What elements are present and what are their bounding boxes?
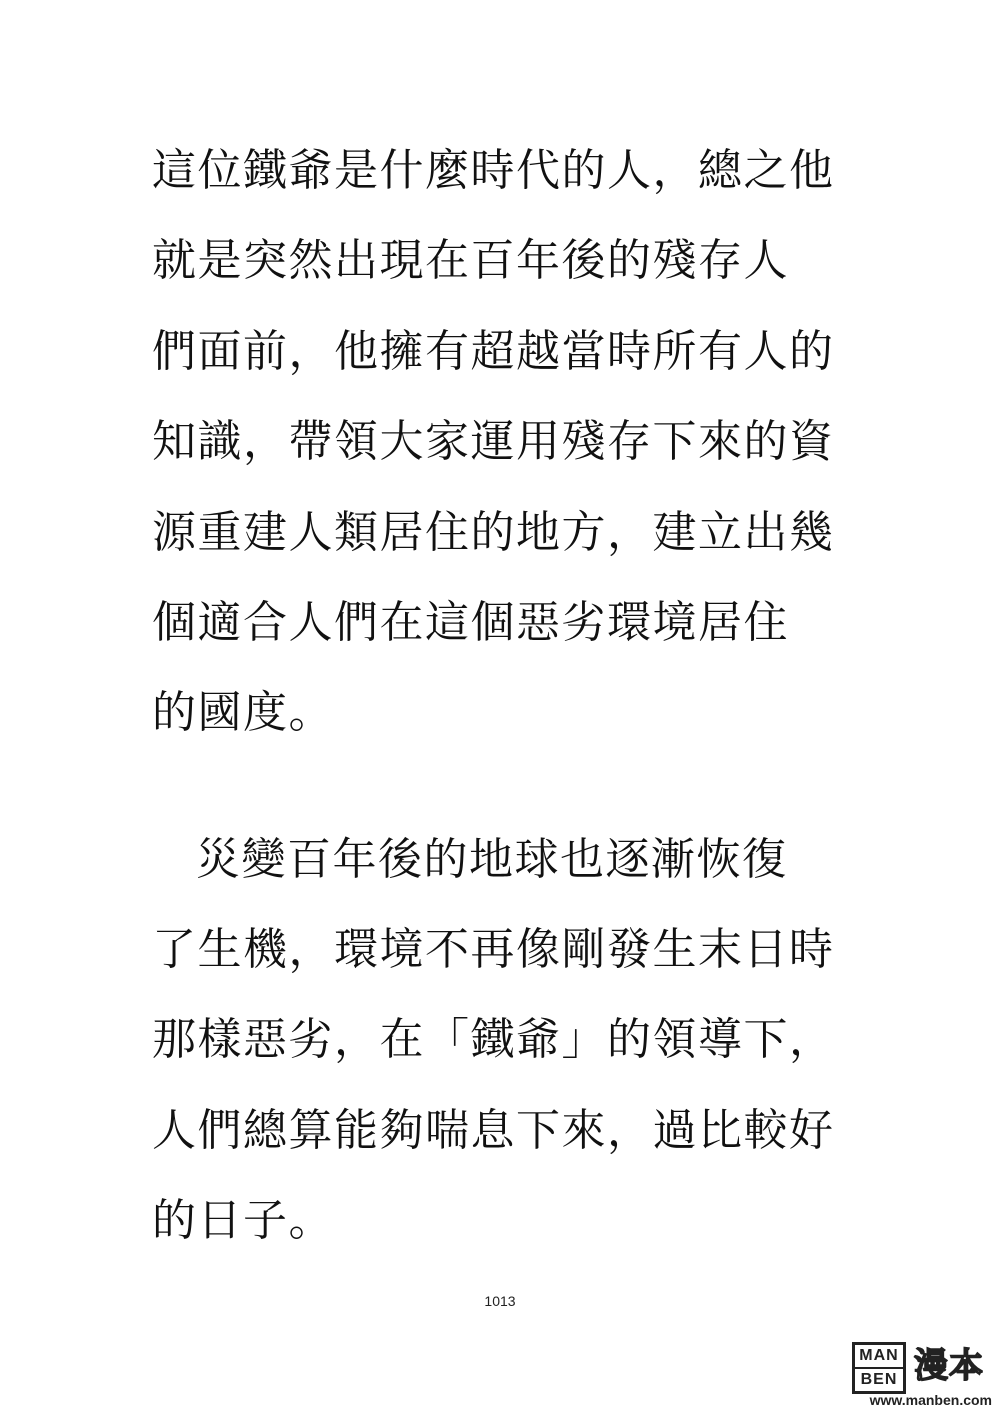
- watermark-box-top: MAN: [859, 1347, 899, 1364]
- page-number: 1013: [484, 1293, 516, 1309]
- paragraph-line: 人們總算能夠喘息下來，過比較好: [152, 1105, 835, 1156]
- watermark-url: www.manben.com: [869, 1392, 992, 1408]
- paragraph-line: 們面前，他擁有超越當時所有人的: [152, 326, 835, 377]
- paragraph-line: 了生機，環境不再像剛發生末日時: [152, 924, 835, 975]
- paragraph-line: 的國度。: [152, 687, 334, 738]
- paragraph-line: 那樣惡劣，在「鐵爺」的領導下，: [152, 1014, 835, 1065]
- paragraph-line: 這位鐵爺是什麼時代的人，總之他: [152, 145, 835, 196]
- paragraph-line: 知識，帶領大家運用殘存下來的資: [152, 416, 835, 467]
- paragraph-line: 源重建人類居住的地方，建立出幾: [152, 507, 835, 558]
- paragraph-line: 的日子。: [152, 1195, 334, 1246]
- watermark-logo: [852, 1342, 992, 1408]
- paragraph-line: 就是突然出現在百年後的殘存人: [152, 235, 789, 286]
- watermark-box-bottom: BEN: [855, 1367, 903, 1391]
- watermark-box: [852, 1342, 906, 1394]
- paragraph-line: 個適合人們在這個惡劣環境居住: [152, 597, 789, 648]
- watermark-chinese: 漫本: [914, 1346, 984, 1386]
- paragraph-line: 災變百年後的地球也逐漸恢復: [196, 834, 788, 885]
